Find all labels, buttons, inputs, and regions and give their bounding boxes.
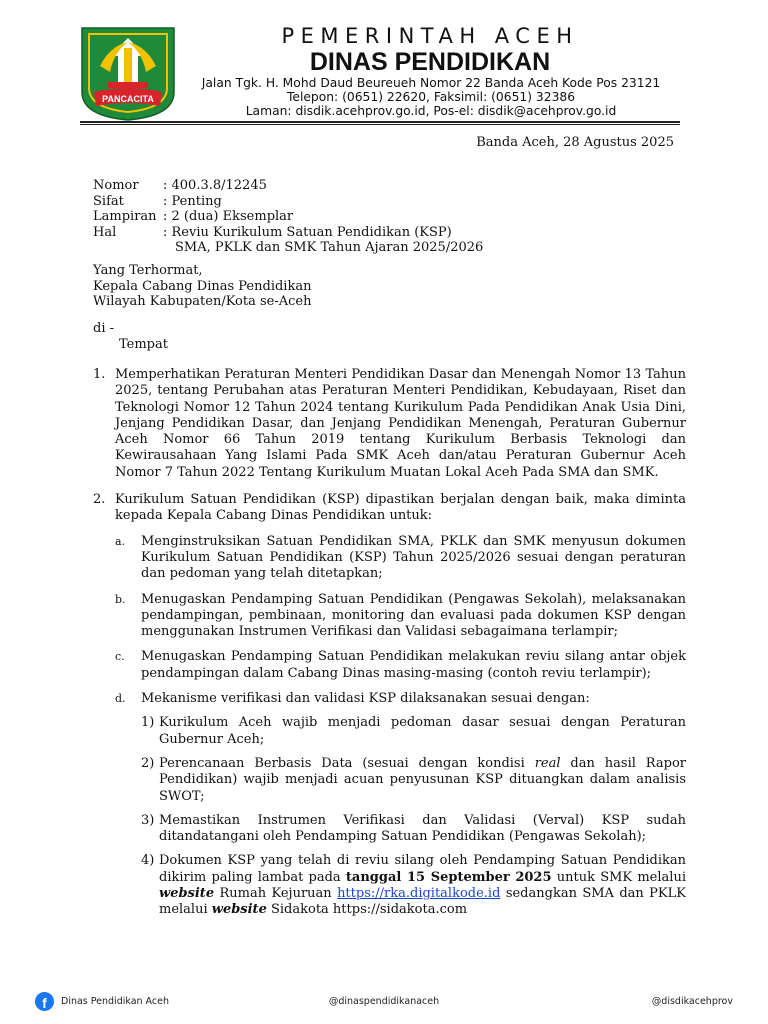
meta-value-cont: SMA, PKLK dan SMK Tahun Ajaran 2025/2026	[175, 240, 484, 255]
recipient-block	[93, 263, 312, 310]
meta-hal	[93, 225, 483, 241]
meta-label: Hal	[93, 224, 117, 240]
italic-term: website	[211, 902, 267, 918]
list-number: 2.	[93, 492, 106, 508]
meta-sifat	[93, 194, 483, 210]
paragraph-text: Memperhatikan Peraturan Menteri Pendidikan Dasar dan Menengah Nomor 13 Tahun 2025, tentang Perubahan atas Peraturan Menteri Pendidikan, Kebudayaan, Riset dan Teknologi Nomor 12 Tahun 2024 tentang Kurikulum Pada Pendidikan Anak Usia Dini, Jenjang Pendidikan Dasar, dan Jenjang Pendidikan Menengah, Peraturan Gubernur Aceh Nomor 66 Tahun 2019 tentang Kurikulum Berbasis Teknologi dan Kewirausahaan Yang Islami Pada SMK Aceh dan/atau Peraturan Gubernur Aceh Nomor 7 Tahun 2022 Tentang Kurikulum Muatan Lokal Aceh Pada SMA dan SMK.	[115, 367, 686, 480]
list-letter: a.	[115, 534, 126, 548]
facebook-icon: f	[35, 992, 54, 1011]
meta-value: : 2 (dua) Eksemplar	[163, 209, 294, 224]
list-number: 3)	[141, 812, 155, 828]
list-number: 4)	[141, 853, 155, 869]
list-item-a	[115, 534, 686, 583]
meta-hal-cont	[93, 240, 483, 256]
list-item-d	[115, 691, 686, 707]
letterhead-rule-thin	[80, 124, 680, 125]
meta-label: Lampiran	[93, 209, 157, 224]
paragraph-2	[93, 492, 686, 525]
list-item-text: Memastikan Instrumen Verifikasi dan Validasi (Verval) KSP sudah ditandatangani oleh Pendamping Satuan Pendidikan (Pengawas Sekolah);	[159, 812, 686, 845]
list-item-d1	[141, 715, 686, 748]
meta-value: : Reviu Kurikulum Satuan Pendidikan (KSP)	[163, 224, 452, 240]
list-item-text: Menugaskan Pendamping Satuan Pendidikan (Pengawas Sekolah), melaksanakan pendampingan, pembinaan, monitoring dan evaluasi pada dokumen KSP dengan menggunakan Instrumen Verifikasi dan Validasi sebagaimana terlampir;	[141, 591, 686, 640]
logo-text: PANCACITA	[102, 94, 154, 104]
letterhead-rule	[80, 121, 680, 123]
facebook-handle: Dinas Pendidikan Aceh	[61, 996, 169, 1007]
footer-instagram[interactable]: @dinaspendidikanaceh	[328, 996, 440, 1007]
list-item-text: Menginstruksikan Satuan Pendidikan SMA, PKLK dan SMK menyusun dokumen Kurikulum Satuan Pendidikan (KSP) Tahun 2025/2026 sesuai dengan peraturan dan pedoman yang telah ditetapkan;	[141, 533, 686, 582]
page-footer	[0, 992, 768, 1012]
footer-twitter[interactable]: @disdikacehprov	[651, 996, 733, 1007]
meta-value: : Penting	[163, 193, 222, 209]
letter-body	[93, 367, 686, 919]
agency-web: Laman: disdik.acehprov.go.id, Pos-el: disdik@acehprov.go.id	[245, 104, 617, 118]
text-run: Sidakota https://sidakota.com	[266, 902, 468, 918]
list-item-d3	[141, 813, 686, 846]
agency-address: Jalan Tgk. H. Mohd Daud Beureueh Nomor 22 Banda Aceh Kode Pos 23121	[201, 76, 661, 90]
list-item-text: Kurikulum Aceh wajib menjadi pedoman dasar sesuai dengan Peraturan Gubernur Aceh;	[159, 715, 686, 747]
paragraph-text: Kurikulum Satuan Pendidikan (KSP) dipastikan berjalan dengan baik, maka diminta kepada Kepala Cabang Dinas Pendidikan untuk:	[115, 492, 686, 524]
list-letter: b.	[115, 592, 126, 606]
letter-meta	[93, 178, 483, 256]
meta-nomor	[93, 178, 483, 194]
recipient-place	[93, 321, 168, 352]
recipient-tempat: Tempat	[119, 336, 168, 352]
list-item-b	[115, 592, 686, 641]
text-run: Dokumen KSP yang telah di reviu silang oleh Pendamping Satuan Pendidikan dikirim paling lambat pada	[159, 853, 686, 885]
meta-lampiran	[93, 209, 483, 225]
list-letter: d.	[115, 692, 126, 706]
agency-name: DINAS PENDIDIKAN	[309, 48, 551, 76]
recipient-salutation: Yang Terhormat,	[93, 263, 203, 278]
agency-phone: Telepon: (0651) 22620, Faksimil: (0651) 32386	[286, 90, 576, 104]
paragraph-1	[93, 367, 686, 481]
letter-date: Banda Aceh, 28 Agustus 2025	[476, 135, 674, 150]
list-item-d4	[141, 853, 686, 918]
list-item-text	[159, 756, 686, 805]
text-run: dan hasil Rapor Pendidikan) wajib menjadi acuan penyusunan KSP dituangkan dalam analisis SWOT;	[159, 755, 687, 804]
text-run: Rumah Kejuruan	[214, 886, 338, 902]
italic-term: real	[534, 755, 561, 771]
deadline-date: tanggal 15 September 2025	[345, 869, 552, 885]
list-letter: c.	[115, 650, 125, 664]
recipient-area: Wilayah Kabupaten/Kota se-Aceh	[93, 294, 312, 309]
list-item-d2	[141, 756, 686, 805]
recipient-title: Kepala Cabang Dinas Pendidikan	[93, 278, 312, 294]
meta-label: Nomor	[93, 178, 139, 193]
meta-label: Sifat	[93, 193, 124, 209]
text-run: Perencanaan Berbasis Data (sesuai dengan kondisi	[159, 755, 535, 771]
rka-link[interactable]: https://rka.digitalkode.id	[337, 886, 501, 902]
list-number: 2)	[141, 755, 155, 771]
italic-term: website	[159, 886, 215, 902]
list-item-text	[159, 853, 686, 918]
list-item-text: Mekanisme verifikasi dan validasi KSP dilaksanakan sesuai dengan:	[141, 691, 590, 707]
recipient-di: di -	[93, 321, 115, 336]
list-number: 1.	[93, 367, 106, 382]
text-run: sedangkan SMA dan PKLK melalui	[159, 886, 686, 918]
pancacita-logo	[80, 26, 176, 122]
government-name: PEMERINTAH ACEH	[281, 24, 579, 48]
meta-value: : 400.3.8/12245	[163, 178, 267, 193]
list-item-text: Menugaskan Pendamping Satuan Pendidikan melakukan reviu silang antar objek pendampingan dalam Cabang Dinas masing-masing (contoh reviu terlampir);	[141, 649, 686, 681]
list-item-c	[115, 649, 686, 682]
text-run: untuk SMK melalui	[551, 869, 686, 885]
list-number: 1)	[141, 715, 155, 731]
